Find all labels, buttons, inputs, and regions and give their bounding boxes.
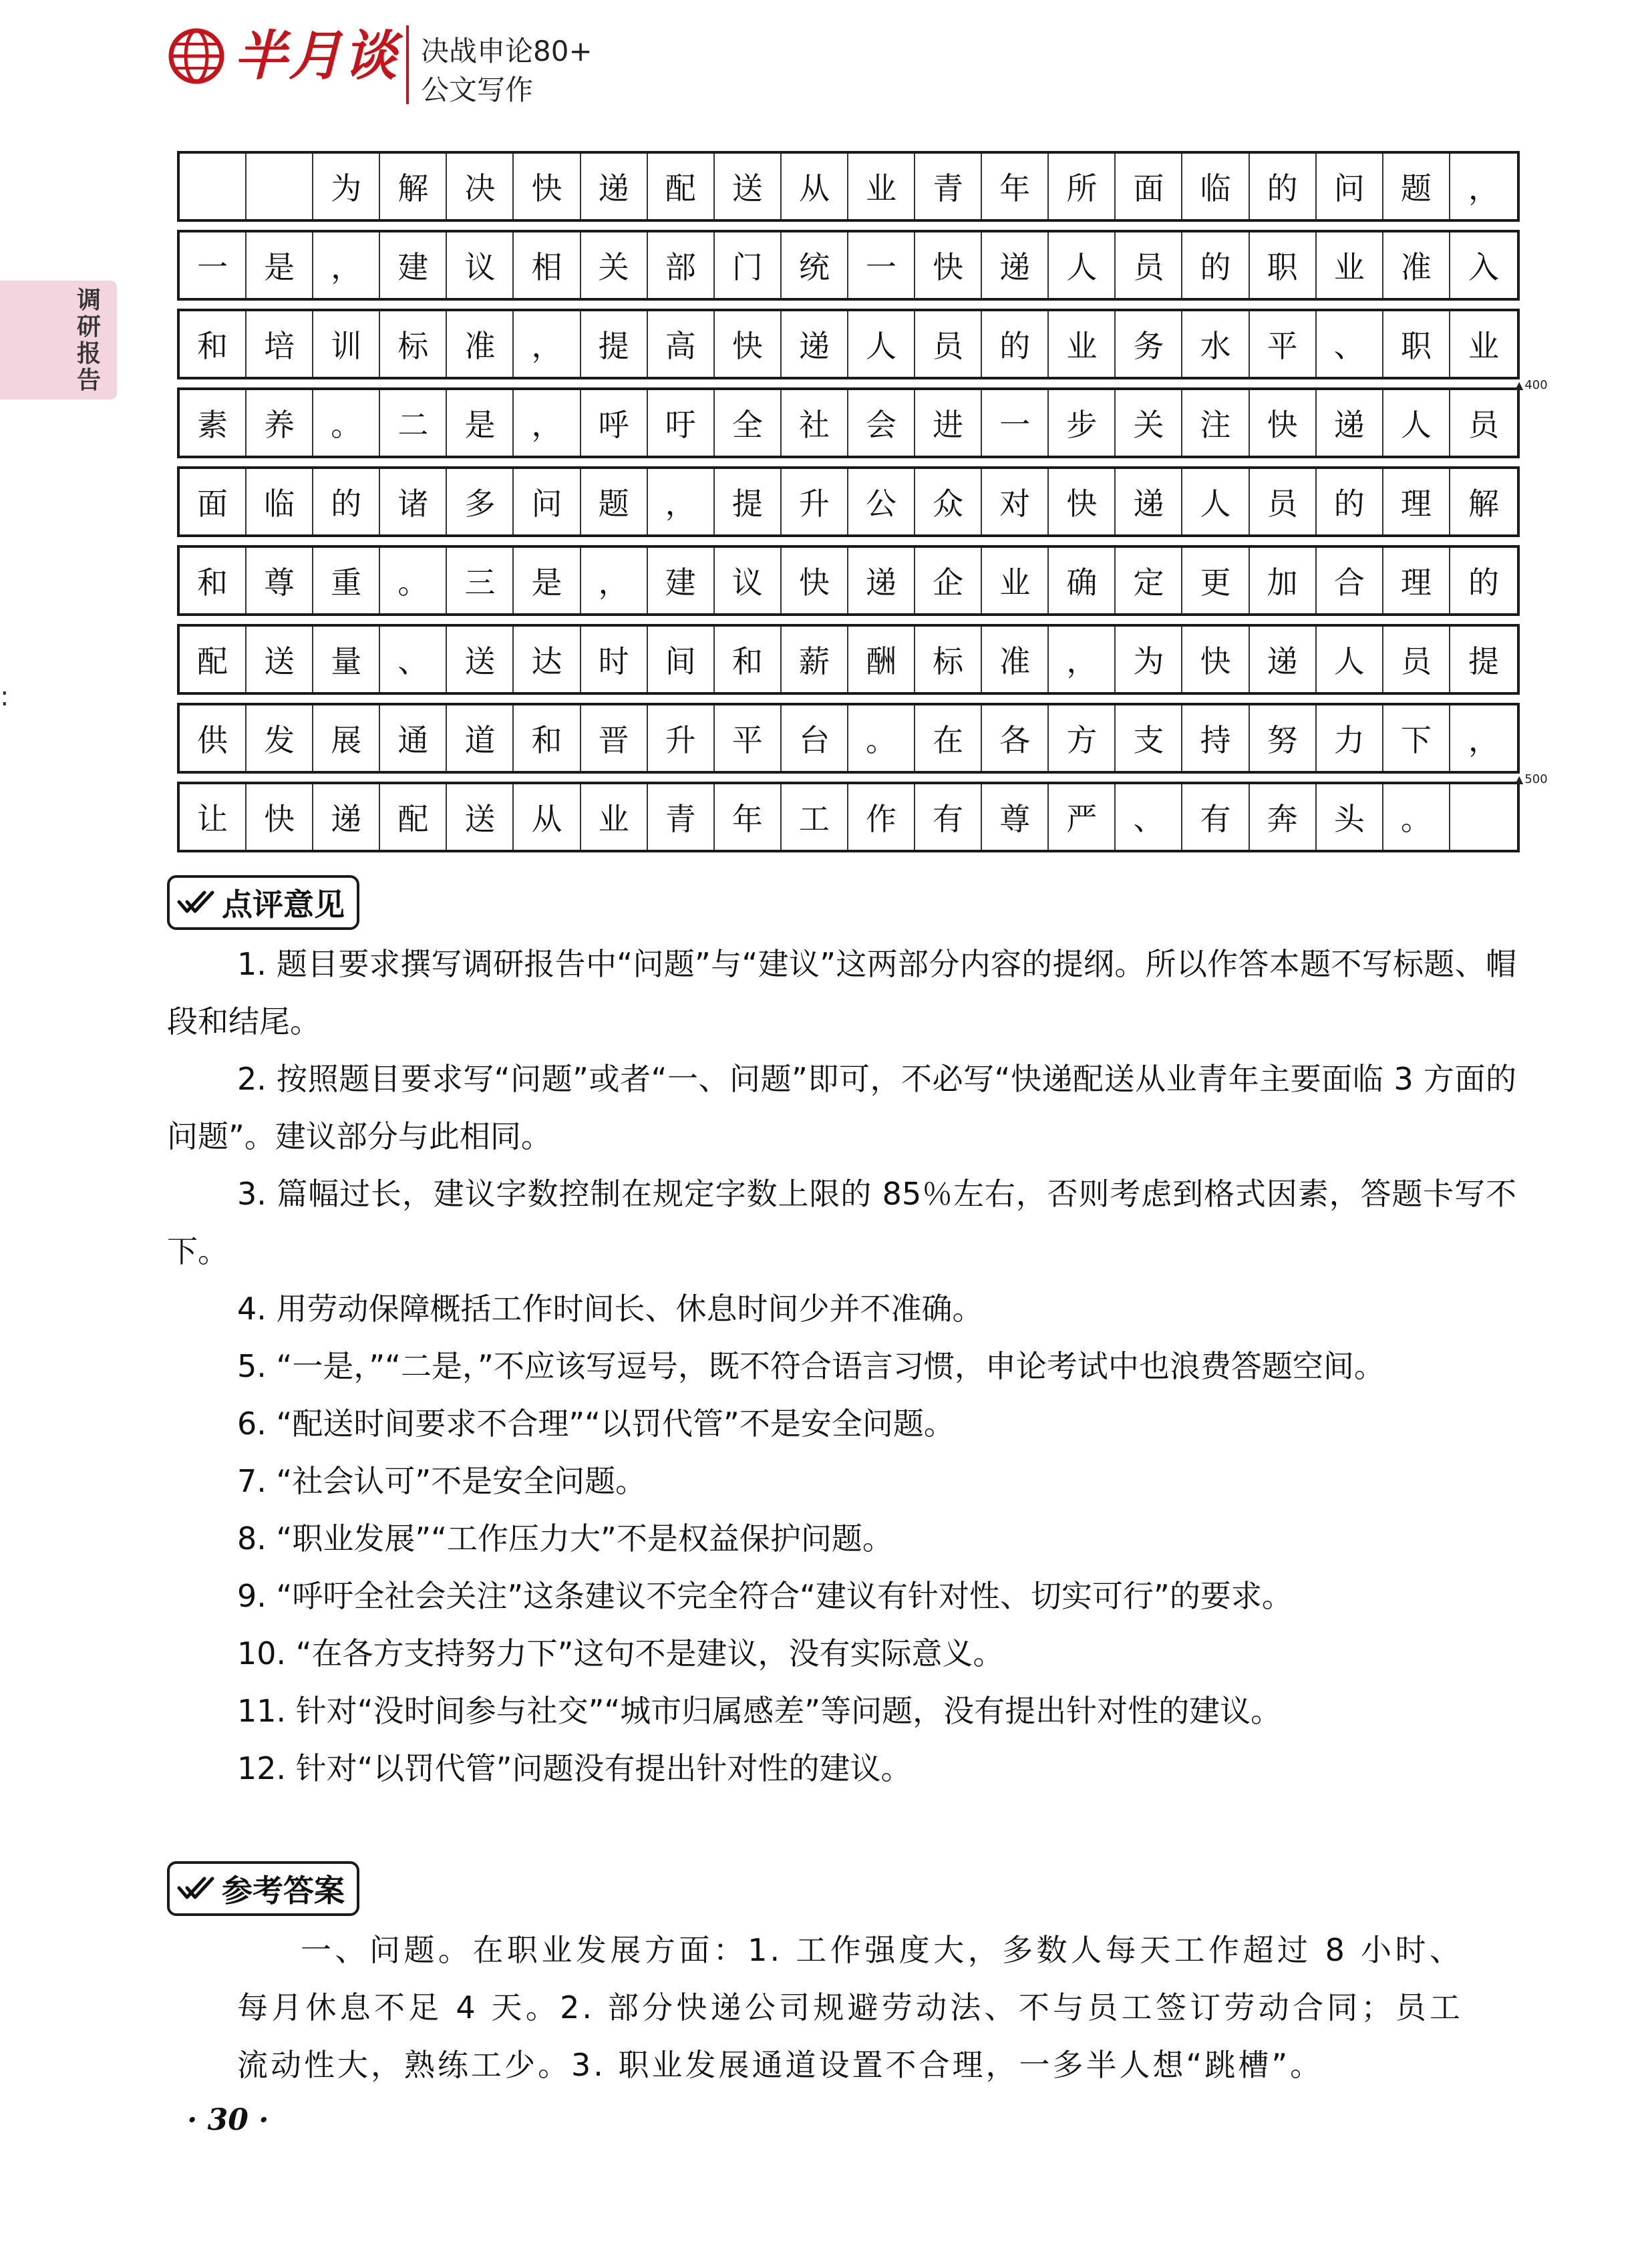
grid-row	[177, 782, 1520, 852]
grid-cell: 员	[915, 311, 982, 377]
grid-cell: 关	[581, 232, 648, 298]
brand-logo	[167, 27, 398, 86]
grid-cell: 入	[1468, 249, 1499, 285]
grid-cell: 素	[180, 390, 246, 456]
answer-badge-label: 参考答案	[222, 1873, 345, 1909]
grid-row	[177, 624, 1520, 695]
grid-cell: 吁	[648, 390, 715, 456]
double-check-icon	[176, 1873, 215, 1904]
grid-cell: 供	[180, 705, 246, 771]
grid-cell: 诸	[380, 469, 447, 534]
comment-item: 4. 用劳动保障概括工作时间长、休息时间少并不准确。	[237, 1291, 983, 1327]
comment-item: 7. “社会认可”不是安全问题。	[237, 1463, 647, 1499]
grid-cell: 面	[180, 469, 246, 534]
grid-cell: 进	[915, 390, 982, 456]
grid-cell: 高	[648, 311, 715, 377]
grid-cell: ，	[1049, 627, 1116, 692]
grid-cell: 二	[380, 390, 447, 456]
grid-cell: 题	[581, 469, 648, 534]
grid-cell: 标	[915, 627, 982, 692]
grid-cell: 递	[581, 154, 648, 219]
grid-cell: 社	[782, 390, 848, 456]
reference-answer	[237, 1921, 1463, 2094]
grid-cell: 奔	[1250, 784, 1317, 850]
grid-cell: 更	[1182, 548, 1249, 613]
grid-cell: 多	[447, 469, 514, 534]
grid-cell	[1450, 784, 1517, 850]
grid-cell: 。	[313, 390, 380, 456]
grid-cell: 从	[782, 154, 848, 219]
grid-cell: 准	[1383, 232, 1450, 298]
grid-cell: 送	[447, 627, 514, 692]
grid-row	[177, 309, 1520, 379]
grid-cell: 人	[1383, 390, 1450, 456]
grid-cell: 快	[782, 548, 848, 613]
grid-cell: 、	[1317, 311, 1383, 377]
grid-cell: 步	[1049, 390, 1116, 456]
header-divider	[406, 25, 409, 104]
book-title-line-1: 决战申论80+	[421, 35, 593, 67]
grid-cell: 问	[514, 469, 581, 534]
grid-cell: 递	[1116, 469, 1182, 534]
grid-cell: 会	[848, 390, 915, 456]
grid-cell: 业	[848, 154, 915, 219]
grid-cell: 临	[246, 469, 313, 534]
grid-cell: 准	[982, 627, 1049, 692]
grid-cell: 从	[514, 784, 581, 850]
grid-cell: 年	[982, 154, 1049, 219]
grid-row	[177, 466, 1520, 537]
grid-cell	[180, 154, 246, 219]
grid-cell: 业	[982, 548, 1049, 613]
grid-cell: 注	[1182, 390, 1249, 456]
grid-cell: 下	[1383, 705, 1450, 771]
comment-item: 2. 按照题目要求写“问题”或者“一、问题”即可，不必写“快递配送从业青年主要面临 3 方面的问题”。建议部分与此相同。	[167, 1061, 1516, 1154]
grid-cell: 理	[1383, 469, 1450, 534]
comments-list	[167, 935, 1516, 1797]
grid-cell: 青	[648, 784, 715, 850]
grid-cell: 人	[848, 311, 915, 377]
grid-cell: 递	[313, 784, 380, 850]
grid-cell: 业	[1468, 328, 1499, 364]
grid-cell: 酬	[848, 627, 915, 692]
grid-cell: 配	[380, 784, 447, 850]
grid-cell: 送	[447, 784, 514, 850]
grid-cell: 平	[715, 705, 782, 771]
grid-cell: 递	[782, 311, 848, 377]
grid-cell: 一	[848, 232, 915, 298]
grid-cell: ，	[1468, 170, 1499, 206]
grid-cell: 作	[848, 784, 915, 850]
grid-cell: 业	[1049, 311, 1116, 377]
grid-cell: 三	[447, 548, 514, 613]
grid-cell: 部	[648, 232, 715, 298]
grid-cell: 定	[1116, 548, 1182, 613]
comment-item: 10. “在各方支持努力下”这句不是建议，没有实际意义。	[237, 1635, 1004, 1671]
grid-cell: 的	[1468, 565, 1499, 601]
grid-cell: 递	[1250, 627, 1317, 692]
chapter-side-tab-label: 调研报告	[76, 287, 101, 394]
grid-cell: 。	[848, 705, 915, 771]
grid-cell: 的	[1250, 154, 1317, 219]
grid-cell: 为	[313, 154, 380, 219]
grid-cell: 合	[1317, 548, 1383, 613]
grid-cell: 有	[1182, 784, 1249, 850]
essay-answer-grid	[177, 151, 1520, 860]
word-count-marker-500: ▲ 500	[1515, 772, 1548, 786]
grid-cell: 量	[313, 627, 380, 692]
grid-cell: ，	[514, 311, 581, 377]
comment-item: 3. 篇幅过长，建议字数控制在规定字数上限的 85％左右，否则考虑到格式因素，答题卡写不下。	[167, 1176, 1516, 1269]
grid-cell: 有	[915, 784, 982, 850]
grid-cell: 快	[246, 784, 313, 850]
grid-cell: 重	[313, 548, 380, 613]
grid-cell: 职	[1250, 232, 1317, 298]
grid-cell: 统	[782, 232, 848, 298]
grid-cell: 快	[915, 232, 982, 298]
grid-cell: 尊	[982, 784, 1049, 850]
grid-cell: 业	[1317, 232, 1383, 298]
grid-cell: 力	[1317, 705, 1383, 771]
grid-cell: 门	[715, 232, 782, 298]
grid-cell: 员	[1383, 627, 1450, 692]
grid-cell: 。	[1383, 784, 1450, 850]
grid-cell: 养	[246, 390, 313, 456]
grid-cell: 间	[648, 627, 715, 692]
grid-cell: 的	[1182, 232, 1249, 298]
grid-cell: 一	[982, 390, 1049, 456]
grid-cell: 配	[180, 627, 246, 692]
grid-cell: 公	[848, 469, 915, 534]
comment-item: 9. “呼吁全社会关注”这条建议不完全符合“建议有针对性、切实可行”的要求。	[237, 1578, 1293, 1614]
grid-cell: 升	[782, 469, 848, 534]
grid-cell: 时	[581, 627, 648, 692]
grid-cell: 所	[1049, 154, 1116, 219]
grid-cell: 解	[1468, 486, 1499, 522]
grid-cell: 道	[447, 705, 514, 771]
grid-cell: ，	[581, 548, 648, 613]
grid-cell: 人	[1049, 232, 1116, 298]
grid-cell: 关	[1116, 390, 1182, 456]
grid-cell: 晋	[581, 705, 648, 771]
grid-cell: 快	[1182, 627, 1249, 692]
grid-cell: 水	[1182, 311, 1249, 377]
grid-cell: 达	[514, 627, 581, 692]
grid-cell: 员	[1250, 469, 1317, 534]
globe-icon	[167, 27, 226, 86]
grid-cell: 建	[380, 232, 447, 298]
grid-cell: 解	[380, 154, 447, 219]
grid-cell: 和	[180, 311, 246, 377]
grid-cell: 快	[514, 154, 581, 219]
grid-cell: 和	[180, 548, 246, 613]
grid-cell: 确	[1049, 548, 1116, 613]
grid-cell: 临	[1182, 154, 1249, 219]
grid-cell: 让	[180, 784, 246, 850]
grid-cell: 务	[1116, 311, 1182, 377]
grid-row	[177, 545, 1520, 616]
grid-cell: 青	[915, 154, 982, 219]
grid-cell: 送	[715, 154, 782, 219]
answer-badge	[167, 1861, 359, 1916]
grid-cell: 的	[313, 469, 380, 534]
grid-cell: 加	[1250, 548, 1317, 613]
grid-cell	[246, 154, 313, 219]
margin-mark: :	[0, 681, 9, 712]
grid-row	[177, 387, 1520, 458]
grid-cell: 业	[581, 784, 648, 850]
grid-cell: 一	[180, 232, 246, 298]
grid-cell: 员	[1116, 232, 1182, 298]
word-count-marker-400: ▲ 400	[1515, 378, 1548, 392]
grid-cell: 准	[447, 311, 514, 377]
grid-cell: 持	[1182, 705, 1249, 771]
grid-cell: 和	[715, 627, 782, 692]
grid-cell: 议	[447, 232, 514, 298]
grid-cell: 升	[648, 705, 715, 771]
grid-cell: 台	[782, 705, 848, 771]
grid-cell: 决	[447, 154, 514, 219]
comments-badge-label: 点评意见	[222, 887, 345, 923]
grid-cell: 快	[715, 311, 782, 377]
reference-answer-text: 一、问题。在职业发展方面：1. 工作强度大，多数人每天工作超过 8 小时、每月休息不足 4 天。2. 部分快递公司规避劳动法、不与员工签订劳动合同；员工流动性大，熟练工少。3. 职业发展通道设置不合理，一多半人想“跳槽”。	[237, 1932, 1463, 2083]
grid-cell: 支	[1116, 705, 1182, 771]
book-title-line-2: 公文写作	[421, 73, 534, 106]
grid-cell: 议	[715, 548, 782, 613]
double-check-icon	[176, 887, 215, 918]
grid-cell: 是	[447, 390, 514, 456]
grid-cell: 员	[1468, 407, 1499, 443]
grid-cell: 发	[246, 705, 313, 771]
grid-cell: 快	[1250, 390, 1317, 456]
grid-cell: 面	[1116, 154, 1182, 219]
grid-cell: ，	[514, 390, 581, 456]
grid-cell: ，	[313, 232, 380, 298]
grid-cell: 展	[313, 705, 380, 771]
grid-cell: 年	[715, 784, 782, 850]
grid-cell: 方	[1049, 705, 1116, 771]
grid-cell: 人	[1182, 469, 1249, 534]
grid-cell: 努	[1250, 705, 1317, 771]
grid-cell: 呼	[581, 390, 648, 456]
comment-item: 12. 针对“以罚代管”问题没有提出针对性的建议。	[237, 1750, 912, 1786]
grid-cell: 头	[1317, 784, 1383, 850]
grid-cell: 标	[380, 311, 447, 377]
grid-cell: 和	[514, 705, 581, 771]
grid-cell: 训	[313, 311, 380, 377]
grid-cell: 人	[1317, 627, 1383, 692]
grid-cell: 通	[380, 705, 447, 771]
grid-row	[177, 703, 1520, 774]
grid-cell: 递	[982, 232, 1049, 298]
grid-cell: 培	[246, 311, 313, 377]
grid-cell: 尊	[246, 548, 313, 613]
grid-cell: 众	[915, 469, 982, 534]
grid-row	[177, 151, 1520, 222]
grid-cell: 快	[1049, 469, 1116, 534]
grid-cell: 配	[648, 154, 715, 219]
grid-cell: 题	[1383, 154, 1450, 219]
grid-cell: 薪	[782, 627, 848, 692]
grid-row	[177, 230, 1520, 301]
comment-item: 1. 题目要求撰写调研报告中“问题”与“建议”这两部分内容的提纲。所以作答本题不写标题、帽段和结尾。	[167, 946, 1516, 1039]
grid-cell: 对	[982, 469, 1049, 534]
grid-cell: 。	[380, 548, 447, 613]
book-title	[421, 32, 593, 110]
grid-cell: 提	[581, 311, 648, 377]
grid-cell: 的	[1317, 469, 1383, 534]
grid-cell: 是	[246, 232, 313, 298]
grid-cell: 全	[715, 390, 782, 456]
grid-cell: 、	[380, 627, 447, 692]
grid-cell: 相	[514, 232, 581, 298]
grid-cell: 在	[915, 705, 982, 771]
grid-cell: 职	[1383, 311, 1450, 377]
grid-cell: 工	[782, 784, 848, 850]
grid-cell: 理	[1383, 548, 1450, 613]
comment-item: 6. “配送时间要求不合理”“以罚代管”不是安全问题。	[237, 1406, 955, 1442]
grid-cell: 送	[246, 627, 313, 692]
comment-item: 8. “职业发展”“工作压力大”不是权益保护问题。	[237, 1520, 893, 1557]
grid-cell: 平	[1250, 311, 1317, 377]
grid-cell: 、	[1116, 784, 1182, 850]
grid-cell: 各	[982, 705, 1049, 771]
grid-cell: 问	[1317, 154, 1383, 219]
comments-badge	[167, 875, 359, 930]
grid-cell: 递	[1317, 390, 1383, 456]
grid-cell: ，	[648, 469, 715, 534]
grid-cell: 为	[1116, 627, 1182, 692]
comment-item: 11. 针对“没时间参与社交”“城市归属感差”等问题，没有提出针对性的建议。	[237, 1693, 1282, 1729]
grid-cell: ，	[1468, 722, 1499, 758]
grid-cell: 建	[648, 548, 715, 613]
grid-cell: 严	[1049, 784, 1116, 850]
page-number: · 30 ·	[187, 2103, 269, 2137]
grid-cell: 企	[915, 548, 982, 613]
grid-cell: 提	[715, 469, 782, 534]
grid-cell: 提	[1468, 643, 1499, 679]
grid-cell: 递	[848, 548, 915, 613]
logo-text: 半月谈	[234, 25, 398, 87]
comment-item: 5. “一是，”“二是，”不应该写逗号，既不符合语言习惯，申论考试中也浪费答题空间。	[237, 1348, 1385, 1384]
grid-cell: 的	[982, 311, 1049, 377]
grid-cell: 是	[514, 548, 581, 613]
